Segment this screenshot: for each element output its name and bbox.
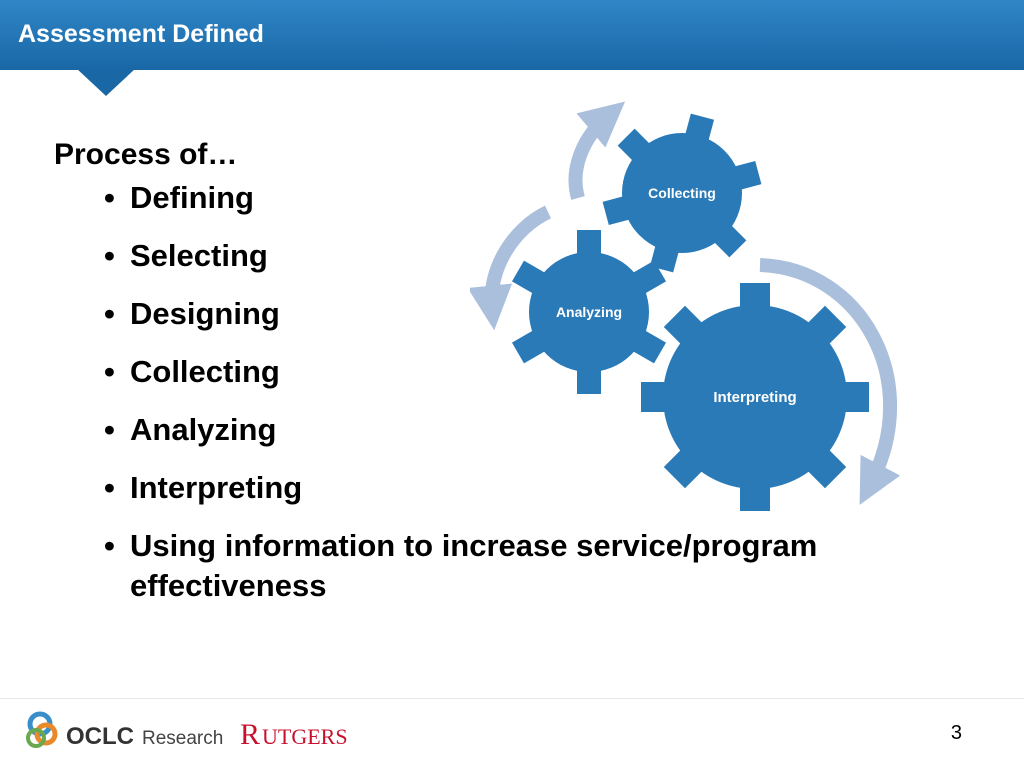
title-bar-pointer: [76, 68, 136, 96]
bullet-marker: •: [104, 470, 115, 505]
cycle-arrow-to-collecting: [576, 116, 608, 198]
bullet-marker: •: [104, 296, 115, 331]
bullet-text: Selecting: [130, 238, 268, 273]
svg-text:R: R: [240, 718, 261, 751]
page-number: 3: [950, 722, 962, 744]
rutgers-logo: [238, 712, 378, 752]
footer-divider: [0, 698, 1024, 699]
collecting-label: Collecting: [648, 185, 716, 201]
bullet-marker: •: [104, 238, 115, 273]
svg-text:UTGERS: UTGERS: [262, 724, 348, 749]
collecting-gear: [603, 114, 762, 273]
bullet-marker: •: [104, 528, 115, 563]
bullet-text: Designing: [130, 296, 280, 331]
svg-text:Research: Research: [142, 728, 224, 749]
bullet-text: Interpreting: [130, 470, 303, 505]
interpreting-label: Interpreting: [713, 389, 797, 406]
title-bar: [0, 0, 1024, 70]
bullet-text: Defining: [130, 180, 254, 215]
oclc-research-logo: [24, 710, 224, 754]
svg-text:OCLC: OCLC: [66, 723, 134, 750]
bullet-text: Analyzing: [130, 412, 277, 447]
bullet-text: Collecting: [130, 354, 280, 389]
analyzing-gear: [512, 230, 666, 394]
bullet-marker: •: [104, 412, 115, 447]
intro-text: Process of…: [54, 138, 238, 171]
bullet-marker: •: [104, 354, 115, 389]
gear-cycle-diagram: [470, 100, 920, 520]
interpreting-gear: [641, 283, 869, 511]
analyzing-label: Analyzing: [555, 304, 623, 320]
bullet-item: [104, 526, 924, 606]
slide-title: Assessment Defined: [18, 20, 264, 48]
bullet-text: Using information to increase service/program effectiveness: [130, 528, 818, 603]
bullet-marker: •: [104, 180, 115, 215]
